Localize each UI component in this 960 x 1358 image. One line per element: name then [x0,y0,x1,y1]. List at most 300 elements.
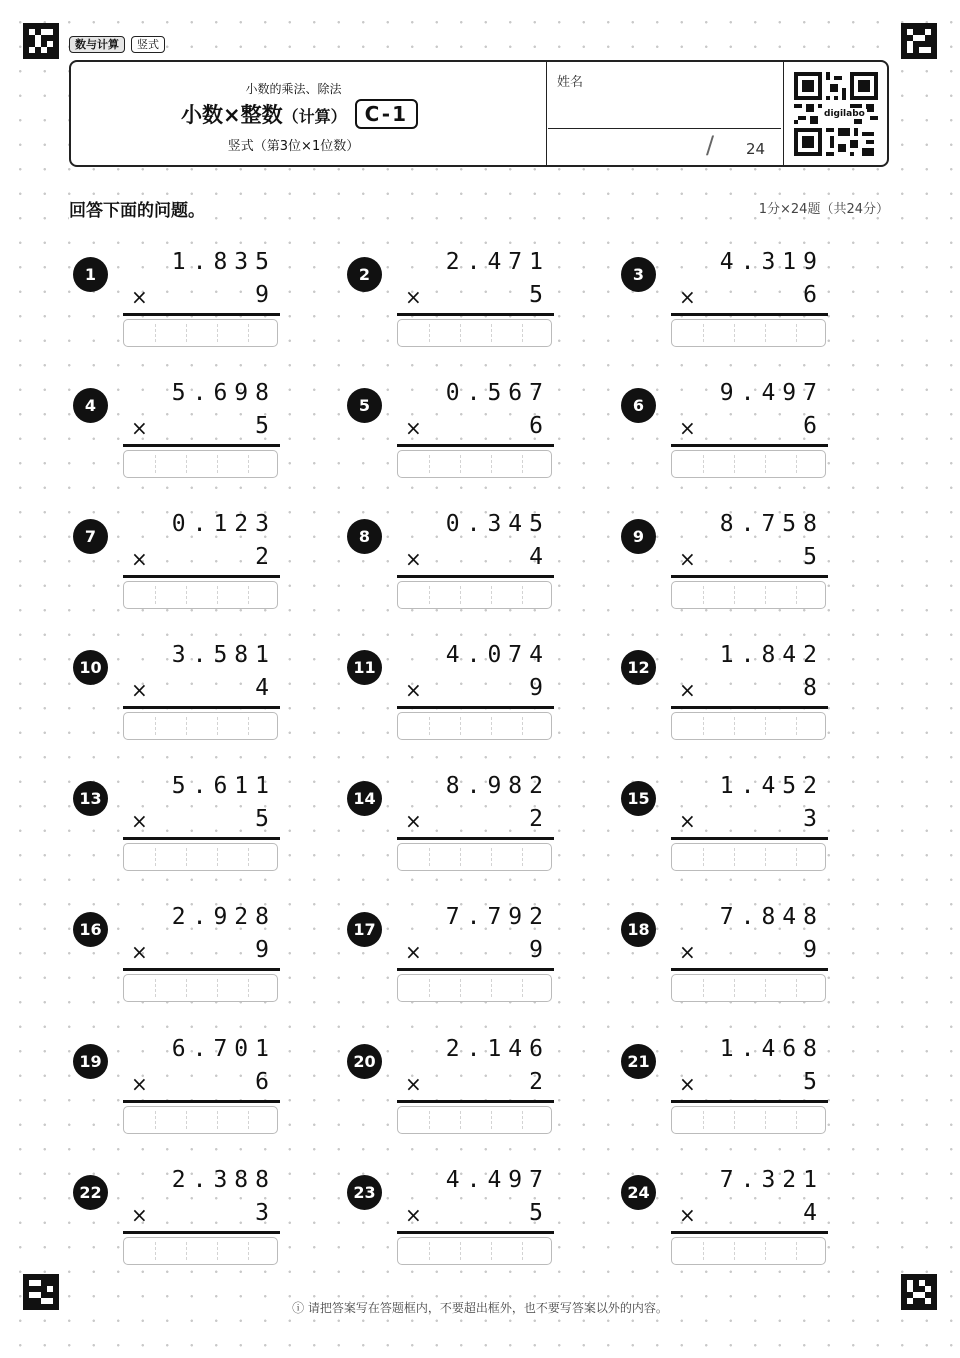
times-symbol: × [131,678,148,702]
answer-divider [796,848,797,866]
answer-divider [217,1111,218,1129]
answer-box[interactable] [397,712,552,740]
answer-divider [765,717,766,735]
answer-divider [703,1242,704,1260]
answer-box[interactable] [397,1237,552,1265]
answer-divider [186,455,187,473]
answer-box[interactable] [671,974,826,1002]
sum-line [671,313,828,316]
worksheet-title [181,99,347,129]
sum-line [671,444,828,447]
multiplier-row [123,1069,276,1099]
answer-divider [491,586,492,604]
problem-11 [347,642,562,762]
times-symbol: × [131,285,148,309]
multiplier: 4 [803,1200,824,1226]
problem-number-badge: 15 [621,781,656,816]
answer-box[interactable] [397,319,552,347]
problem-number-badge: 22 [73,1175,108,1210]
multiplicand: 5.698 [171,380,276,406]
problem-number-badge: 9 [621,519,656,554]
problem-number-badge: 10 [73,650,108,685]
multiplicand: 5.611 [171,773,276,799]
multiplier: 6 [255,1069,276,1095]
sum-line [123,575,280,578]
answer-divider [460,455,461,473]
problem-2 [347,249,562,369]
times-symbol: × [131,940,148,964]
answer-divider [186,1111,187,1129]
answer-divider [796,979,797,997]
answer-box[interactable] [123,1106,278,1134]
answer-divider [217,455,218,473]
answer-divider [155,717,156,735]
problem-number-badge: 3 [621,257,656,292]
answer-divider [248,455,249,473]
unit-subtitle: 小数的乘法、除法 [245,82,342,96]
tag-vertical-form: 竖式 [131,36,165,53]
multiplier-row [671,413,824,443]
answer-divider [522,848,523,866]
problem-10 [73,642,288,762]
multiplier-row [397,675,550,705]
answer-divider [248,324,249,342]
answer-divider [460,324,461,342]
answer-divider [429,848,430,866]
sum-line [671,575,828,578]
answer-divider [429,324,430,342]
worksheet-header [69,60,889,167]
times-symbol: × [131,547,148,571]
answer-divider [186,324,187,342]
answer-divider [460,1111,461,1129]
answer-divider [703,979,704,997]
problem-number-badge: 20 [347,1044,382,1079]
multiplicand: 4.319 [719,249,824,275]
problem-6 [621,380,836,500]
answer-divider [796,455,797,473]
answer-divider [248,1242,249,1260]
multiplicand: 2.388 [171,1167,276,1193]
answer-divider [429,1111,430,1129]
multiplier: 5 [803,544,824,570]
answer-divider [186,979,187,997]
multiplier: 9 [255,282,276,308]
answer-divider [522,1111,523,1129]
sum-line [123,1231,280,1234]
answer-divider [217,979,218,997]
multiplicand: 8.982 [445,773,550,799]
answer-divider [765,1242,766,1260]
sum-line [397,837,554,840]
score-slash: / [706,131,715,159]
answer-divider [703,586,704,604]
multiplier-row [397,1069,550,1099]
problem-18 [621,904,836,1024]
multiplier-row [123,282,276,312]
multiplier-row [397,1200,550,1230]
multiplier-row [671,806,824,836]
problem-number-badge: 23 [347,1175,382,1210]
multiplicand: 3.581 [171,642,276,668]
category-tags [69,36,165,53]
multiplicand: 1.468 [719,1036,824,1062]
answer-divider [217,848,218,866]
times-symbol: × [405,1203,422,1227]
sum-line [123,968,280,971]
answer-divider [765,979,766,997]
score-total: 24 [746,140,766,158]
answer-box[interactable] [123,843,278,871]
answer-box[interactable] [397,581,552,609]
problem-number-badge: 13 [73,781,108,816]
times-symbol: × [131,416,148,440]
sum-line [671,1100,828,1103]
problem-8 [347,511,562,631]
times-symbol: × [679,547,696,571]
multiplicand: 1.452 [719,773,824,799]
answer-box[interactable] [123,1237,278,1265]
answer-divider [796,586,797,604]
multiplier-row [671,675,824,705]
instruction-text: 回答下面的问题。 [69,196,209,221]
problem-number-badge: 2 [347,257,382,292]
sum-line [123,444,280,447]
times-symbol: × [679,285,696,309]
problem-20 [347,1036,562,1156]
multiplier-row [671,937,824,967]
answer-divider [217,324,218,342]
times-symbol: × [405,416,422,440]
sum-line [397,1100,554,1103]
problem-number-badge: 14 [347,781,382,816]
answer-box[interactable] [397,974,552,1002]
problem-number-badge: 11 [347,650,382,685]
problem-1 [73,249,288,369]
answer-divider [703,1111,704,1129]
problem-16 [73,904,288,1024]
answer-divider [155,979,156,997]
answer-divider [765,455,766,473]
multiplier: 9 [255,937,276,963]
answer-divider [491,717,492,735]
answer-divider [186,717,187,735]
answer-divider [491,848,492,866]
answer-divider [734,1111,735,1129]
answer-divider [522,979,523,997]
multiplicand: 8.758 [719,511,824,537]
multiplier: 5 [255,806,276,832]
answer-divider [734,979,735,997]
sum-line [397,575,554,578]
multiplicand: 4.497 [445,1167,550,1193]
answer-divider [155,1111,156,1129]
problem-number-badge: 5 [347,388,382,423]
multiplier: 9 [529,937,550,963]
answer-divider [765,848,766,866]
answer-box[interactable] [671,319,826,347]
title-row [181,99,418,129]
multiplier: 5 [529,1200,550,1226]
answer-divider [429,1242,430,1260]
answer-divider [248,586,249,604]
sum-line [397,706,554,709]
answer-divider [734,586,735,604]
problem-number-badge: 18 [621,912,656,947]
multiplier-row [123,675,276,705]
times-symbol: × [405,1072,422,1096]
problem-number-badge: 19 [73,1044,108,1079]
qr-code-panel[interactable] [783,62,890,165]
sum-line [123,837,280,840]
title-panel [71,62,547,165]
answer-divider [429,717,430,735]
sum-line [397,1231,554,1234]
multiplicand: 0.345 [445,511,550,537]
problem-number-badge: 7 [73,519,108,554]
multiplicand: 9.497 [719,380,824,406]
answer-box[interactable] [397,843,552,871]
times-symbol: × [405,285,422,309]
answer-divider [155,455,156,473]
sum-line [397,313,554,316]
sum-line [671,837,828,840]
answer-divider [155,586,156,604]
problem-21 [621,1036,836,1156]
name-field[interactable] [548,62,781,129]
multiplier: 3 [803,806,824,832]
answer-divider [460,1242,461,1260]
problem-number-badge: 16 [73,912,108,947]
multiplier-row [123,413,276,443]
multiplicand: 2.471 [445,249,550,275]
answer-divider [460,586,461,604]
sum-line [671,968,828,971]
multiplier-row [123,806,276,836]
multiplier-row [671,1069,824,1099]
problem-17 [347,904,562,1024]
answer-divider [765,1111,766,1129]
qr-code-label: digilabo [824,109,865,119]
answer-divider [248,848,249,866]
answer-divider [217,717,218,735]
multiplicand: 0.567 [445,380,550,406]
answer-divider [491,324,492,342]
problem-3 [621,249,836,369]
answer-box[interactable] [123,581,278,609]
answer-divider [734,717,735,735]
worksheet-description: 竖式（第3位×1位数） [227,139,360,154]
answer-box[interactable] [397,1106,552,1134]
answer-box[interactable] [123,712,278,740]
answer-divider [522,1242,523,1260]
answer-divider [522,586,523,604]
multiplier-row [397,282,550,312]
times-symbol: × [679,1072,696,1096]
answer-divider [429,979,430,997]
problem-number-badge: 6 [621,388,656,423]
answer-divider [248,1111,249,1129]
problem-22 [73,1167,288,1287]
answer-divider [522,324,523,342]
answer-divider [765,586,766,604]
answer-divider [186,586,187,604]
multiplicand: 7.321 [719,1167,824,1193]
answer-divider [734,324,735,342]
title-main: 小数×整数 [181,103,283,127]
times-symbol: × [405,809,422,833]
answer-divider [734,848,735,866]
answer-divider [429,455,430,473]
corner-marker-top-right [901,23,937,59]
multiplier: 2 [529,806,550,832]
problem-7 [73,511,288,631]
answer-divider [429,586,430,604]
answer-box[interactable] [671,843,826,871]
answer-divider [703,717,704,735]
answer-divider [460,848,461,866]
multiplier-row [123,937,276,967]
multiplier: 2 [255,544,276,570]
multiplicand: 2.146 [445,1036,550,1062]
answer-divider [460,717,461,735]
answer-divider [155,324,156,342]
multiplicand: 1.842 [719,642,824,668]
problem-number-badge: 8 [347,519,382,554]
answer-divider [491,455,492,473]
answer-divider [522,717,523,735]
multiplier-row [397,937,550,967]
answer-divider [734,1242,735,1260]
problem-5 [347,380,562,500]
problem-number-badge: 4 [73,388,108,423]
answer-divider [217,586,218,604]
multiplier-row [397,806,550,836]
problem-9 [621,511,836,631]
problem-4 [73,380,288,500]
sum-line [671,706,828,709]
times-symbol: × [679,416,696,440]
answer-divider [248,717,249,735]
multiplier: 3 [255,1200,276,1226]
multiplier-row [397,544,550,574]
multiplicand: 7.792 [445,904,550,930]
problem-number-badge: 12 [621,650,656,685]
multiplier-row [671,282,824,312]
answer-divider [186,848,187,866]
worksheet-code: C-1 [355,99,418,129]
tag-number-calculation: 数与计算 [69,36,125,53]
multiplier-row [123,544,276,574]
answer-divider [155,848,156,866]
answer-divider [796,324,797,342]
multiplier: 6 [803,413,824,439]
answer-divider [186,1242,187,1260]
problem-number-badge: 17 [347,912,382,947]
answer-divider [217,1242,218,1260]
answer-divider [703,324,704,342]
sum-line [671,1231,828,1234]
answer-box[interactable] [123,974,278,1002]
multiplier: 6 [529,413,550,439]
name-label: 姓名 [557,75,584,90]
sum-line [397,968,554,971]
answer-box[interactable] [123,450,278,478]
multiplier: 5 [255,413,276,439]
multiplicand: 1.835 [171,249,276,275]
times-symbol: × [679,940,696,964]
multiplicand: 6.701 [171,1036,276,1062]
answer-divider [734,455,735,473]
times-symbol: × [679,1203,696,1227]
answer-divider [703,848,704,866]
answer-box[interactable] [671,1237,826,1265]
multiplier: 4 [255,675,276,701]
problem-14 [347,773,562,893]
answer-divider [703,455,704,473]
answer-box[interactable] [671,1106,826,1134]
multiplier: 5 [803,1069,824,1095]
multiplier: 4 [529,544,550,570]
answer-box[interactable] [671,450,826,478]
times-symbol: × [131,1203,148,1227]
score-field[interactable] [548,129,781,165]
answer-box[interactable] [123,319,278,347]
sum-line [123,313,280,316]
multiplier: 5 [529,282,550,308]
answer-divider [796,1111,797,1129]
answer-divider [491,979,492,997]
times-symbol: × [131,1072,148,1096]
answer-box[interactable] [397,450,552,478]
answer-box[interactable] [671,712,826,740]
multiplicand: 4.074 [445,642,550,668]
problem-15 [621,773,836,893]
answer-divider [796,717,797,735]
answer-divider [522,455,523,473]
multiplier: 6 [803,282,824,308]
problem-number-badge: 21 [621,1044,656,1079]
answer-divider [460,979,461,997]
multiplier-row [123,1200,276,1230]
sum-line [123,706,280,709]
times-symbol: × [405,678,422,702]
points-info: 1分×24题（共24分） [759,198,889,217]
problem-23 [347,1167,562,1287]
problem-24 [621,1167,836,1287]
answer-divider [155,1242,156,1260]
times-symbol: × [405,940,422,964]
problem-13 [73,773,288,893]
multiplier-row [397,413,550,443]
problem-12 [621,642,836,762]
multiplicand: 2.928 [171,904,276,930]
multiplier: 9 [803,937,824,963]
answer-divider [796,1242,797,1260]
answer-divider [491,1111,492,1129]
multiplier: 8 [803,675,824,701]
problem-number-badge: 24 [621,1175,656,1210]
answer-box[interactable] [671,581,826,609]
sum-line [123,1100,280,1103]
times-symbol: × [131,809,148,833]
answer-divider [248,979,249,997]
times-symbol: × [679,809,696,833]
multiplier-row [671,1200,824,1230]
title-paren: （计算） [282,107,347,126]
sum-line [397,444,554,447]
problem-number-badge: 1 [73,257,108,292]
